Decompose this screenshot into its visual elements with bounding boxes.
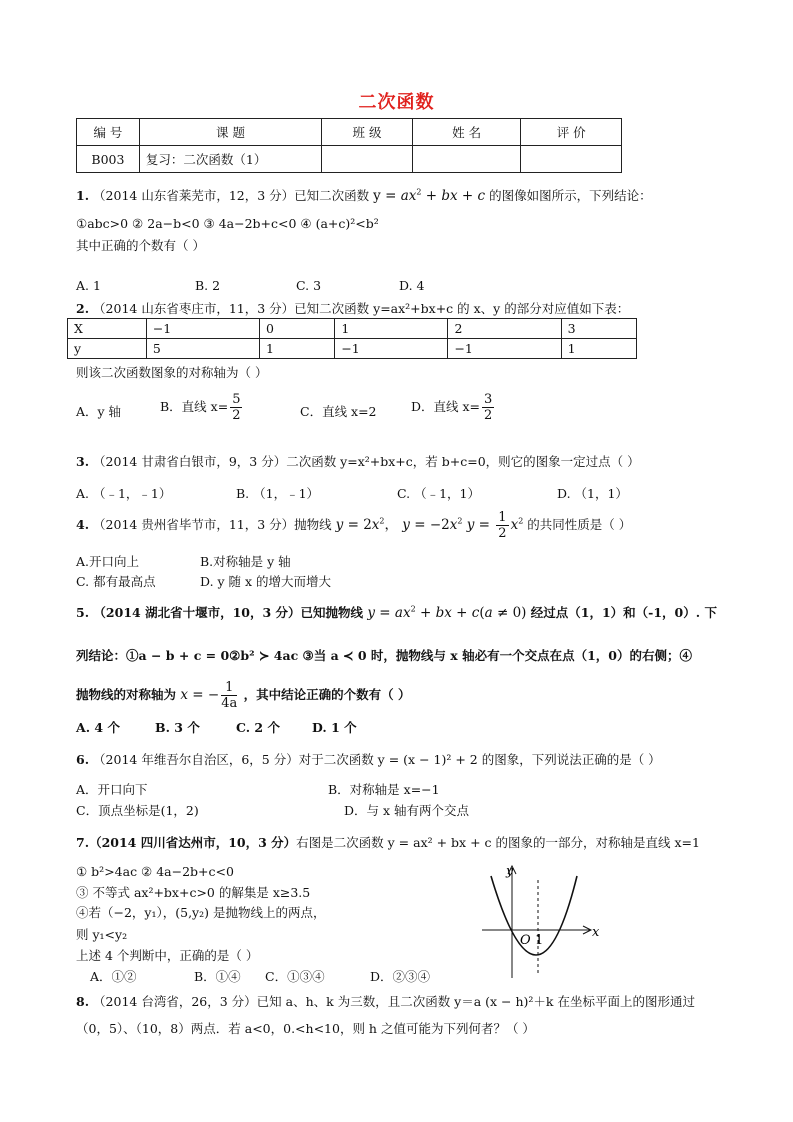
table-cell: 班 级 [322,119,413,146]
page-title: 二次函数 [358,92,435,113]
q7-number: 7. [76,835,90,850]
q7-item-1: ① b²>4ac ② 4a−2b+c<0 [76,864,234,879]
q8-line1 [76,992,695,1010]
q7-stem-text: 右图是二次函数 y = ax² + bx + c 的图象的一部分，对称轴是直线 x=1 [296,835,700,850]
parabola-curve [491,876,577,955]
table-row [68,339,637,359]
q4-number: 4. [76,517,90,532]
q2-stem [76,299,629,317]
q1-option-a[interactable]: A. 1 [76,278,101,293]
q4-stem-pre: （2014 贵州省毕节市，11，3 分）抛物线 [93,517,332,532]
table-cell: y [68,339,147,359]
q2-ask: 则该二次函数图象的对称轴为（ ） [76,365,268,380]
table-cell: 1 [335,319,448,339]
tick-label-one: 1 [535,933,544,948]
q7-parabola-graph [478,858,608,984]
table-cell: 姓 名 [412,119,521,146]
table-cell: 复习：二次函数（1） [139,146,321,173]
table-cell: −1 [335,339,448,359]
q7-option-a[interactable]: A．①② [90,969,137,984]
q5-axis-formula: x = − [180,687,220,703]
q2-values-table [67,318,637,359]
fraction-numerator: 5 [232,392,241,407]
q8-number: 8. [76,994,90,1009]
q5-line1-pre: （2014 湖北省十堰市，10，3 分）已知抛物线 [93,605,364,620]
q3-number: 3. [76,454,90,469]
q7-option-c[interactable]: C．①③④ [265,969,325,984]
q4-option-d[interactable]: D. y 随 x 的增大而增大 [200,574,332,589]
q5-fraction [221,680,237,711]
q4-option-b[interactable]: B.对称轴是 y 轴 [200,554,291,569]
q2-option-b-fraction [230,392,242,423]
table-cell [521,146,622,173]
q4-stem [76,510,631,541]
q4-option-a[interactable]: A.开口向上 [76,554,140,569]
q7-item-3: ④若（−2，y₁），(5,y₂) 是抛物线上的两点， [76,905,326,920]
q5-option-c[interactable]: C. 2 个 [236,720,280,735]
q8-line1-text: （2014 台湾省，26，3 分）已知 a、h、k 为三数，且二次函数 y＝a (x − h)²＋k 在坐标平面上的图形通过 [93,994,695,1009]
q6-number: 6. [76,752,90,767]
q4-fraction [496,510,508,541]
q1-stem [76,186,652,204]
table-cell: −1 [448,339,561,359]
table-cell: −1 [146,319,259,339]
q1-number: 1. [76,188,90,203]
q6-option-a[interactable]: A．开口向下 [76,782,148,797]
q6-option-b[interactable]: B．对称轴是 x=−1 [328,782,440,797]
q1-stem-post: 的图像如图所示，下列结论： [489,188,652,203]
q2-option-c[interactable]: C．直线 x=2 [300,404,377,419]
q3-option-d[interactable]: D. （1，1） [557,486,628,501]
table-cell: 评 价 [521,119,622,146]
fraction-denominator: 4a [221,696,238,711]
q2-option-d[interactable] [411,392,496,423]
table-cell: 5 [146,339,259,359]
table-cell: 2 [448,319,561,339]
table-cell [322,146,413,173]
q5-option-d[interactable]: D. 1 个 [312,720,357,735]
q6-stem [76,750,661,768]
fraction-numerator: 3 [484,392,493,407]
fraction-numerator: 1 [221,680,237,696]
q5-line1 [76,603,717,621]
x-axis-label: x [592,925,600,940]
q2-stem-text: （2014 山东省枣庄市，11，3 分）已知二次函数 y=ax²+bx+c 的 x、y 的部分对应值如下表： [93,301,630,316]
fraction-numerator: 1 [498,510,507,525]
fraction-denominator: 2 [498,526,507,541]
q1-option-b[interactable]: B. 2 [195,278,221,293]
q4-option-c[interactable]: C. 都有最高点 [76,574,156,589]
q7-source: （2014 四川省达州市，10，3 分） [89,835,297,850]
q2-option-b-text: B．直线 x= [160,399,229,414]
q5-line1-post: 经过点（1，1）和（-1，0）. 下 [530,605,717,620]
table-cell: B003 [77,146,140,173]
table-cell: 1 [259,339,334,359]
q1-option-d[interactable]: D. 4 [399,278,425,293]
q6-stem-text: （2014 年维吾尔自治区，6，5 分）对于二次函数 y = (x − 1)² + 2 的图象，下列说法正确的是（ ） [93,752,661,767]
q5-line2: 列结论：①a − b + c = 0②b² ≻ 4ac ③当 a ≺ 0 时，抛物线与 x 轴必有一个交点在点（1，0）的右侧；④ [76,648,692,663]
q7-item-4: 则 y₁<y₂ [76,927,128,942]
q7-option-d[interactable]: D．②③④ [370,969,431,984]
y-axis-label: y [506,864,514,879]
q1-formula: $y = ax^2$ + bx + c [373,187,486,204]
q5-option-b[interactable]: B. 3 个 [155,720,200,735]
q3-option-c[interactable]: C. （﹣1，1） [397,486,480,501]
q5-line3-post: ，其中结论正确的个数有（ ） [243,687,411,702]
q5-formula: $y = ax^2$ + bx + c(a ≠ 0) [367,604,527,621]
q2-option-d-fraction [482,392,494,423]
q7-stem [76,833,700,851]
q5-line3-pre: 抛物线的对称轴为 [76,687,177,702]
table-row [68,319,637,339]
table-cell: 3 [561,319,636,339]
origin-label: O [520,933,531,948]
q5-option-a[interactable]: A. 4 个 [76,720,120,735]
q2-option-b[interactable] [160,392,244,423]
q7-item-5: 上述 4 个判断中，正确的是（ ） [76,948,259,963]
q2-option-a[interactable]: A．y 轴 [76,404,122,419]
table-cell: 0 [259,319,334,339]
q5-line3 [76,680,410,711]
q2-number: 2. [76,301,90,316]
q7-option-b[interactable]: B．①④ [194,969,241,984]
q1-option-c[interactable]: C. 3 [296,278,322,293]
q1-conclusions: ①abc>0 ② 2a−b<0 ③ 4a−2b+c<0 ④ (a+c)²<b² [76,216,379,231]
q4-formula: $y = 2x^2$， $y = -2x^2$ y = [335,516,495,533]
q5-number: 5. [76,605,90,620]
table-cell [412,146,521,173]
q3-option-b[interactable]: B. （1，﹣1） [236,486,320,501]
q6-option-d[interactable]: D．与 x 轴有两个交点 [344,803,470,818]
q3-option-a[interactable]: A. （﹣1，﹣1） [76,486,172,501]
fraction-denominator: 2 [232,408,241,423]
header-table [76,118,622,173]
table-row [77,146,622,173]
table-cell: 1 [561,339,636,359]
q3-stem [76,452,640,470]
q1-ask: 其中正确的个数有（ ） [76,238,205,253]
q1-stem-pre: （2014 山东省莱芜市，12，3 分）已知二次函数 [93,188,370,203]
q4-stem-post: 的共同性质是（ ） [527,517,632,532]
q4-formula-tail: $x^2$ [510,516,524,533]
q7-item-2: ③ 不等式 ax²+bx+c>0 的解集是 x≥3.5 [76,885,311,900]
table-row [77,119,622,146]
fraction-denominator: 2 [484,408,493,423]
q6-option-c[interactable]: C．顶点坐标是(1，2) [76,803,199,818]
q2-option-d-text: D．直线 x= [411,399,481,414]
table-cell: X [68,319,147,339]
q3-stem-text: （2014 甘肃省白银市，9，3 分）二次函数 y=x²+bx+c，若 b+c=0，则它的图象一定过点（ ） [93,454,640,469]
q8-line2: （0，5）、（10，8）两点．若 a<0，0.<h<10，则 h 之值可能为下列何者？（ ） [76,1021,535,1036]
table-cell: 编 号 [77,119,140,146]
table-cell: 课 题 [139,119,321,146]
